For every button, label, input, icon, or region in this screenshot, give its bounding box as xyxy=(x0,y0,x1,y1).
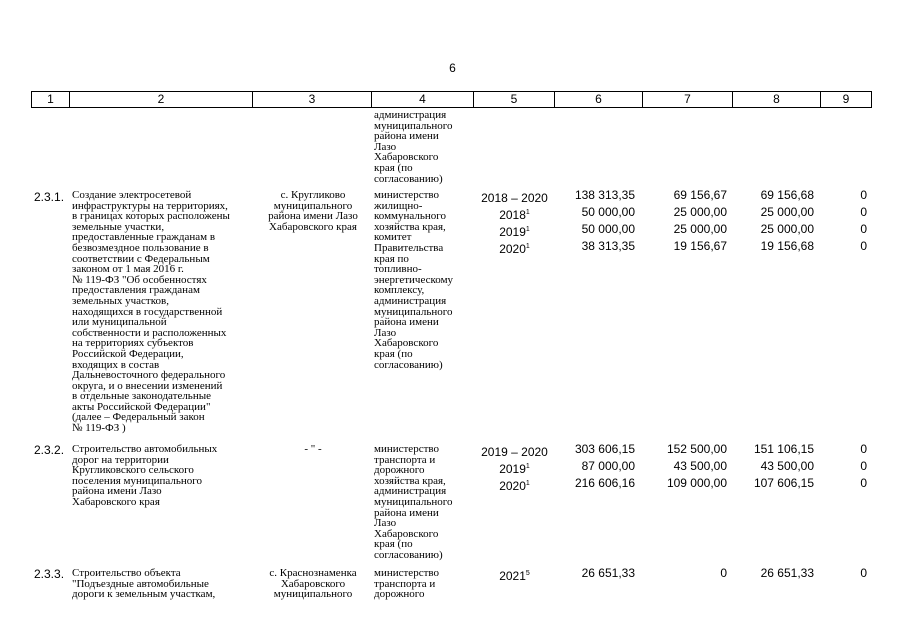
row-name: Строительство объекта "Подъездные автомобильные дороги к земельным участкам, xyxy=(72,567,216,601)
row-total: 138 313,35 50 000,00 50 000,00 38 313,35 xyxy=(574,188,635,253)
row-col7: 0 xyxy=(720,566,727,580)
row-total: 303 606,15 87 000,00 216 606,16 xyxy=(574,442,635,490)
row-years: 2018 – 2020 2018$^1$ 2019$^1$ 2020$^1$ xyxy=(481,191,548,256)
row-col8: 69 156,68 25 000,00 25 000,00 19 156,68 xyxy=(760,188,814,253)
header-col-3: 3 xyxy=(253,92,372,107)
row-name: Строительство автомобильных дорог на территории Кругликовского сельского поселения муниципального района имени Лазо Хабаровского края xyxy=(72,443,218,508)
row-name: Создание электросетевой инфраструктуры на территориях, в границах которых расположены земельные участки, предоставленные гражданам в безвозмездное пользование в соответствии с Федеральным законом от 1 мая 2016 г. № 119-ФЗ "Об особенностях предоставления гражданам земельных участков, находящихся в государственной или муниципальной собственности и расположенных на территориях субъектов Российской Федерации, входящих в состав Дальневосточного федерального округа, и о внесении изменений в отдельные законодательные акты Российской Федерации" (далее – Федеральный закон № 119-ФЗ ) xyxy=(72,189,230,435)
header-col-5: 5 xyxy=(474,92,555,107)
header-col-2: 2 xyxy=(70,92,253,107)
row-col8: 151 106,15 43 500,00 107 606,15 xyxy=(753,442,814,490)
row-total: 26 651,33 xyxy=(581,566,635,580)
row-col8: 26 651,33 xyxy=(760,566,814,580)
header-col-8: 8 xyxy=(733,92,821,107)
row-col9: 0 0 0 0 xyxy=(860,188,867,253)
row-location: с. Кругликово муниципального района имени Лазо Хабаровского края xyxy=(268,189,358,233)
row-location: с. Краснознаменка Хабаровского муниципального xyxy=(269,567,357,601)
header-col-9: 9 xyxy=(842,92,850,106)
row-executor: министерство транспорта и дорожного xyxy=(374,567,440,601)
row-col7: 152 500,00 43 500,00 109 000,00 xyxy=(666,442,727,490)
row-years: 2021$^5$ xyxy=(499,569,530,583)
row-location: - " - xyxy=(304,443,322,455)
row-number: 2.3.2. xyxy=(34,443,65,457)
row-number: 2.3.1. xyxy=(34,190,65,204)
header-col-6: 6 xyxy=(555,92,643,107)
row-col7: 69 156,67 25 000,00 25 000,00 19 156,67 xyxy=(673,188,727,253)
header-col-1: 1 xyxy=(32,92,70,107)
page-number: 6 xyxy=(449,61,456,75)
row-col9: 0 xyxy=(860,566,867,580)
row-years: 2019 – 2020 2019$^1$ 2020$^1$ xyxy=(481,445,548,493)
row-executor: министерство жилищно- коммунального хозяйства края, комитет Правительства края по топливно- энергетическому комплексу, администрация муниципального района имени Лазо Хабаровского края (по согласованию) xyxy=(374,189,454,371)
header-col-7: 7 xyxy=(643,92,733,107)
row-col9: 0 0 0 xyxy=(860,442,867,490)
header-col-4: 4 xyxy=(372,92,474,107)
carryover-executor: администрация муниципального района имени Лазо Хабаровского края (по согласованию) xyxy=(374,109,453,185)
table-header-row xyxy=(31,91,872,108)
row-executor: министерство транспорта и дорожного хозяйства края, администрация муниципального района имени Лазо Хабаровского края (по согласованию) xyxy=(374,443,453,561)
row-number: 2.3.3. xyxy=(34,567,65,581)
